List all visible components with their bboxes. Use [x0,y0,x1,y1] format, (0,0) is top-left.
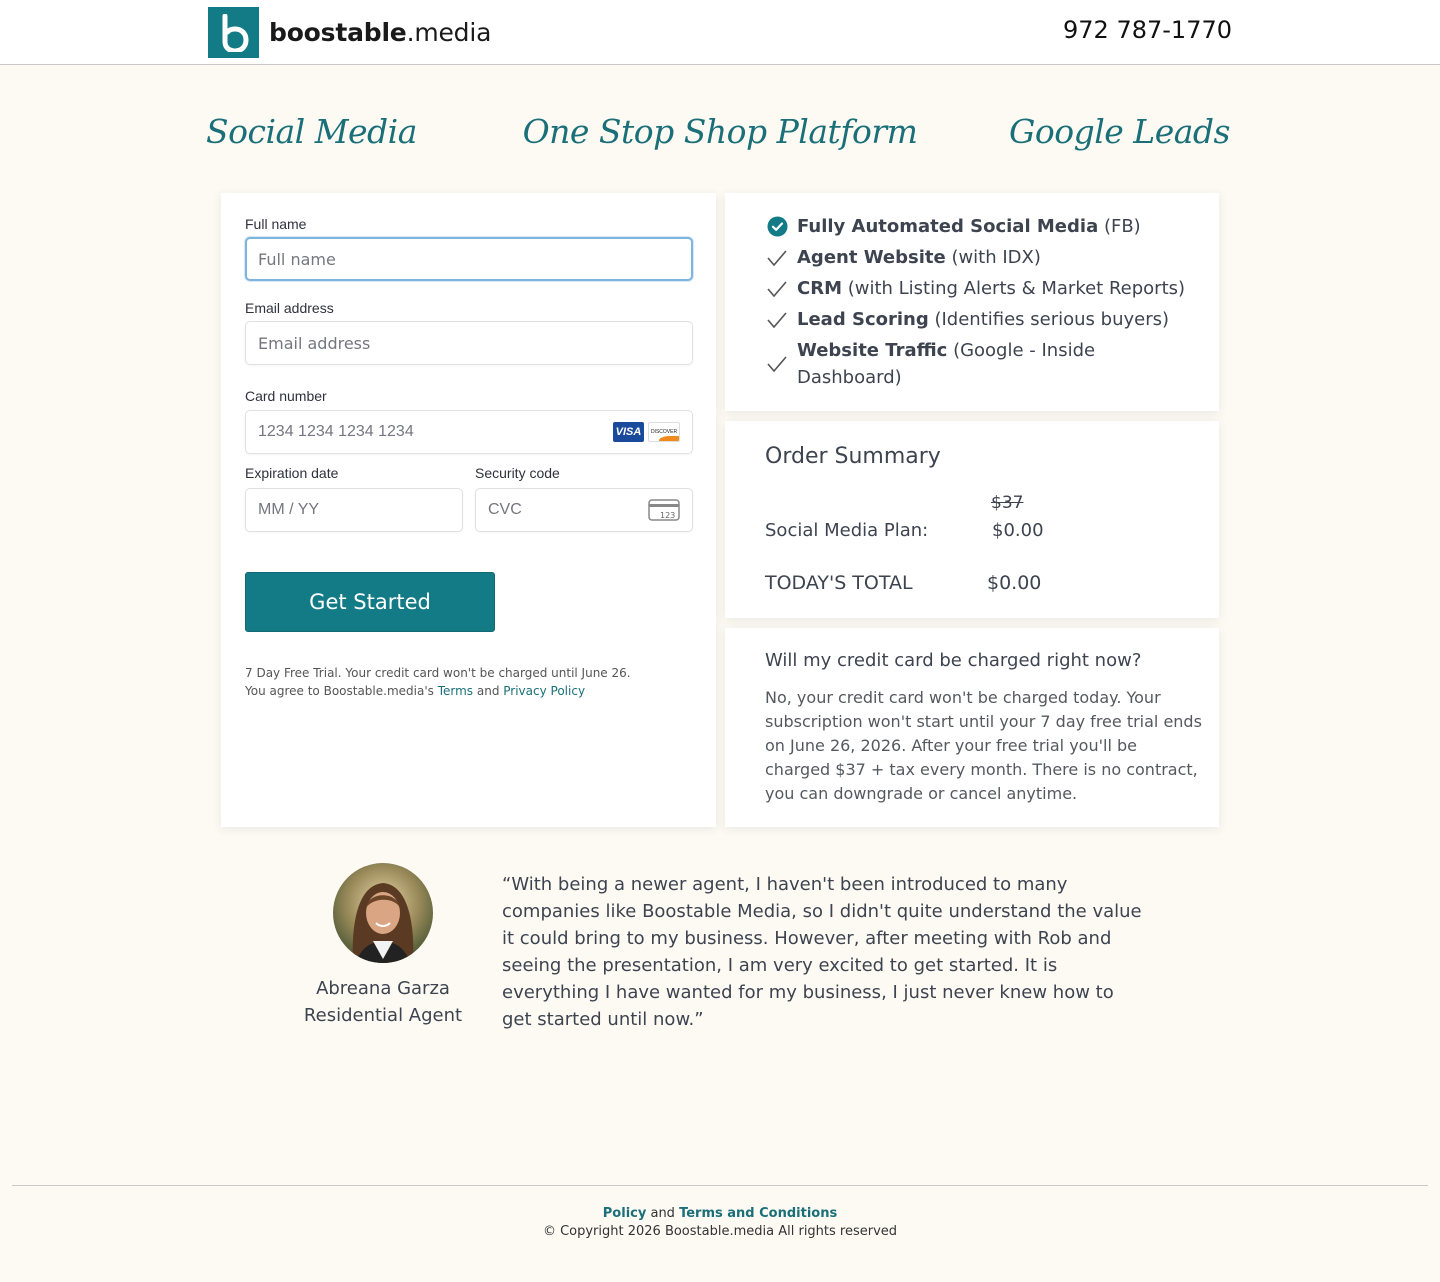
svg-text:123: 123 [660,511,676,520]
footer-divider [12,1185,1428,1186]
feature-item: Agent Website (with IDX) [767,244,1041,271]
full-name-field [245,237,693,281]
tagline-social-media: Social Media [206,112,417,151]
order-summary-title: Order Summary [765,444,941,469]
check-icon [767,280,787,298]
original-price: $37 [991,493,1024,513]
email-field [245,321,693,365]
copyright-text: © Copyright 2026 Boostable.media All rights reserved [542,1224,898,1239]
privacy-policy-link[interactable]: Privacy Policy [503,684,586,698]
logo-link[interactable] [208,7,491,58]
discover-icon: DISCOVER [648,422,680,442]
footer-policy-link[interactable]: Policy [602,1206,647,1221]
visa-icon: VISA [613,422,644,442]
get-started-button[interactable]: Get Started [245,572,495,632]
email-input[interactable] [246,322,692,364]
card-number-label: Card number [245,388,327,404]
trial-notice: 7 Day Free Trial. Your credit card won't be charged until June 26. [245,666,631,680]
check-circle-icon [767,216,788,237]
check-icon [767,249,787,267]
expiration-field [245,488,463,532]
testimonial-avatar [333,863,433,963]
security-code-field [475,488,693,532]
plan-price: $0.00 [992,520,1044,541]
terms-link[interactable]: Terms [437,684,474,698]
expiration-label: Expiration date [245,465,339,481]
feature-item: Fully Automated Social Media (FB) [767,213,1141,240]
site-header [0,0,1440,65]
full-name-input[interactable] [247,239,691,279]
card-number-field [245,410,693,454]
email-label: Email address [245,300,334,316]
feature-item: Website Traffic (Google - Inside Dashboard) [767,337,1187,391]
feature-item: CRM (with Listing Alerts & Market Reports) [767,275,1185,302]
logo-wordmark: boostable.media [269,18,492,47]
card-brands [613,422,680,442]
security-code-label: Security code [475,465,560,481]
full-name-label: Full name [245,216,307,232]
tagline-google-leads: Google Leads [1009,112,1230,151]
cvc-card-icon [648,499,680,521]
plan-label: Social Media Plan: [765,520,929,541]
footer-links: Policy and Terms and Conditions [602,1206,838,1221]
expiration-input[interactable] [246,489,462,531]
testimonial-quote: “With being a newer agent, I haven't been introduced to many companies like Boostable Media, so I didn't quite understand the value it could bring to my business. However, after meeting with Rob and seeing the presentation, I am very excited to get started. It is everything I have wanted for my business, I just never knew how to get started until now.” [502,874,1142,1030]
faq-question: Will my credit card be charged right now? [765,650,1142,671]
total-price: $0.00 [987,572,1042,594]
feature-item: Lead Scoring (Identifies serious buyers) [767,306,1169,333]
total-label: TODAY'S TOTAL [765,572,913,594]
tagline-one-stop-shop: One Stop Shop Platform [522,112,918,151]
testimonial-role: Residential Agent [303,1005,463,1026]
faq-answer: No, your credit card won't be charged today. Your subscription won't start until your 7 day free trial ends on June 26, 2026. After your free trial you'll be charged $37 + tax every month. There is no contract, you can downgrade or cancel anytime. [765,688,1202,803]
check-icon [767,311,787,329]
agreement-notice: You agree to Boostable.media's Terms and Privacy Policy [245,684,586,698]
testimonial-name: Abreana Garza [316,978,450,999]
check-icon [767,355,787,373]
logo-b-icon [208,7,259,58]
phone-number[interactable]: 972 787-1770 [1063,16,1232,44]
footer-terms-link[interactable]: Terms and Conditions [679,1206,838,1221]
